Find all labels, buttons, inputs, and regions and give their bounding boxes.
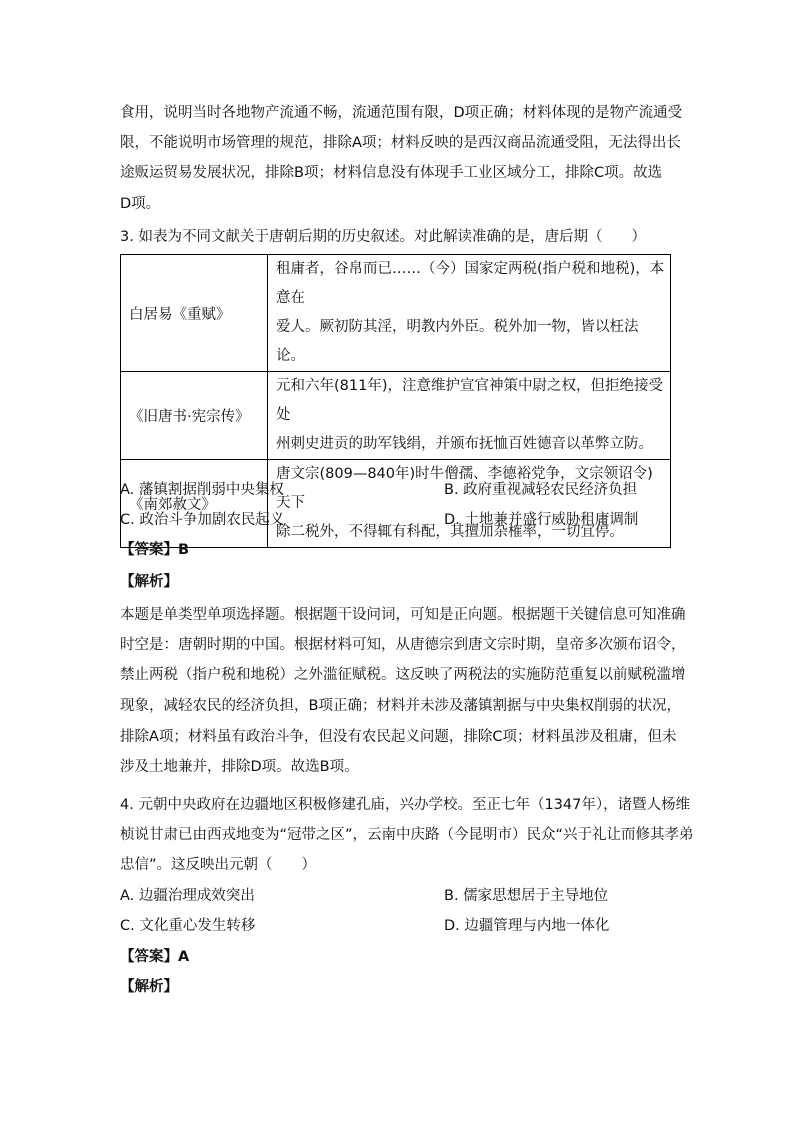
table-row: [121, 460, 671, 548]
content-cell: [268, 460, 671, 548]
question-4-stem: 4. 元朝中央政府在边疆地区积极修建孔庙，兴办学校。至正七年（1347年），诸暨人杨维: [120, 797, 691, 813]
option-c: C. 文化重心发生转移: [120, 918, 256, 934]
analysis-line: 涉及土地兼并，排除D项。故选B项。: [120, 759, 359, 775]
content-line: 唐文宗(809—840年)时牛僧孺、李德裕党争，文宗领诏令)天下: [276, 466, 653, 511]
option-a: A. 边疆治理成效突出: [120, 888, 255, 904]
answer-label: 【答案】B: [120, 542, 190, 558]
question-4-stem: 桢说甘肃已由西戎地变为“冠带之区”，云南中庆路（今昆明市）民众“兴于礼让而修其孝弟: [120, 827, 694, 843]
source-cell: 白居易《重赋》: [121, 255, 268, 372]
intro-line: 途贩运贸易发展状况，排除B项；材料信息没有体现手工业区域分工，排除C项。故选: [120, 165, 663, 181]
analysis-line: 时空是：唐朝时期的中国。根据材料可知，从唐德宗到唐文宗时期，皇帝多次颁布诏令，: [120, 637, 686, 653]
content-line: 除二税外，不得辄有科配，其擅加杂榷率，一切宜停。: [276, 524, 624, 540]
option-d: D. 土地兼并盛行威胁租庸调制: [444, 512, 639, 528]
table-row: [121, 255, 671, 372]
content-cell: [268, 372, 671, 460]
analysis-label: 【解析】: [120, 574, 178, 590]
source-cell: 《南郊赦文》: [121, 460, 268, 548]
source-cell: 《旧唐书·宪宗传》: [121, 372, 268, 460]
question-4-stem: 忠信”。这反映出元朝（ ）: [120, 857, 317, 873]
content-line: 爱人。厥初防其淫，明教内外臣。税外加一物，皆以枉法论。: [276, 319, 639, 364]
option-a: A. 藩镇割据削弱中央集权: [120, 482, 284, 498]
analysis-line: 禁止两税（指户税和地税）之外滥征赋税。这反映了两税法的实施防范重复以前赋税滥增: [120, 667, 686, 683]
option-b: B. 政府重视减轻农民经济负担: [444, 482, 638, 498]
table-row: [121, 372, 671, 460]
intro-line: 限，不能说明市场管理的规范，排除A项；材料反映的是西汉商品流通受阻，无法得出长: [120, 135, 681, 151]
intro-line: 食用，说明当时各地物产流通不畅，流通范围有限，D项正确；材料体现的是物产流通受: [120, 105, 683, 121]
analysis-label: 【解析】: [120, 979, 178, 995]
content-line: 租庸者，谷帛而已……（今）国家定两税(指户税和地税)，本意在: [276, 261, 665, 306]
question-3-stem: 3. 如表为不同文献关于唐朝后期的历史叙述。对此解读准确的是，唐后期（ ）: [120, 229, 646, 245]
source-table: [120, 254, 671, 548]
analysis-line: 排除A项；材料虽有政治斗争，但没有农民起义问题，排除C项；材料虽涉及租庸，但未: [120, 729, 677, 745]
content-cell: [268, 255, 671, 372]
option-b: B. 儒家思想居于主导地位: [444, 888, 609, 904]
option-d: D. 边疆管理与内地一体化: [444, 918, 610, 934]
analysis-line: 现象，减轻农民的经济负担，B项正确；材料并未涉及藩镇割据与中央集权削弱的状况，: [120, 698, 681, 714]
option-c: C. 政治斗争加剧农民起义: [120, 512, 285, 528]
intro-line: D项。: [120, 196, 161, 212]
content-line: 元和六年(811年)，注意维护宣官神策中尉之权，但拒绝接受处: [276, 378, 663, 423]
content-line: 州刺史进贡的助军钱绢，并颁布抚恤百姓德音以革弊立防。: [276, 436, 653, 452]
analysis-line: 本题是单类型单项选择题。根据题干设问词，可知是正向题。根据题干关键信息可知准确: [120, 607, 686, 623]
answer-label: 【答案】A: [120, 949, 190, 965]
